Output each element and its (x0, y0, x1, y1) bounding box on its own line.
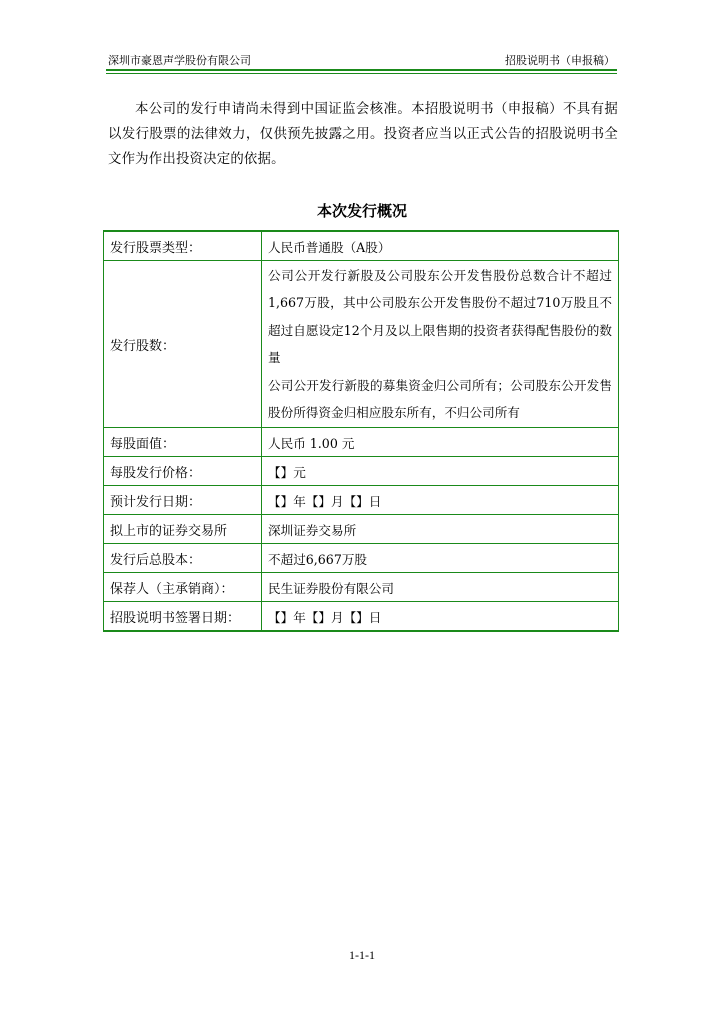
row-label: 招股说明书签署日期： (104, 602, 262, 632)
row-label: 发行股数： (104, 261, 262, 428)
table-row (104, 486, 619, 515)
row-label: 预计发行日期： (104, 486, 262, 515)
table-row (104, 544, 619, 573)
page-header (106, 49, 617, 71)
table-row (104, 261, 619, 428)
row-value: 不超过6,667万股 (262, 544, 619, 573)
table-row (104, 428, 619, 457)
row-value: 【】年【】月【】日 (262, 602, 619, 632)
row-label: 保荐人（主承销商）： (104, 573, 262, 602)
proceeds-allocation-detail: 公司公开发行新股的募集资金归公司所有；公司股东公开发售股份所得资金归相应股东所有，不归公司所有 (268, 377, 612, 421)
header-document-type: 招股说明书（申报稿） (505, 54, 615, 67)
table-row (104, 573, 619, 602)
regulatory-notice: 本公司的发行申请尚未得到中国证监会核准。本招股说明书（申报稿）不具有据以发行股票的法律效力，仅供预先披露之用。投资者应当以正式公告的招股说明书全文作为作出投资决定的依据。 (108, 102, 618, 167)
offering-summary-table (103, 230, 619, 632)
row-value: 【】年【】月【】日 (262, 486, 619, 515)
row-value: 【】元 (262, 457, 619, 486)
table-row (104, 231, 619, 261)
shares-offered-detail: 公司公开发行新股及公司股东公开发售股份总数合计不超过1,667万股，其中公司股东公开发售股份不超过710万股且不超过自愿设定12个月及以上限售期的投资者获得配售股份的数量 (268, 268, 612, 366)
row-label: 发行股票类型： (104, 231, 262, 261)
table-row (104, 457, 619, 486)
table-row (104, 602, 619, 632)
row-label: 发行后总股本： (104, 544, 262, 573)
row-label: 每股发行价格： (104, 457, 262, 486)
header-company-name: 深圳市豪恩声学股份有限公司 (108, 54, 251, 67)
row-value: 人民币普通股（A股） (262, 231, 619, 261)
row-label: 每股面值： (104, 428, 262, 457)
table-row (104, 515, 619, 544)
page-number: 1-1-1 (349, 948, 375, 962)
row-value: 深圳证券交易所 (262, 515, 619, 544)
section-title: 本次发行概况 (316, 202, 407, 220)
row-value: 民生证券股份有限公司 (262, 573, 619, 602)
header-rule (106, 73, 617, 74)
row-label: 拟上市的证券交易所 (104, 515, 262, 544)
row-value: 人民币 1.00 元 (262, 428, 619, 457)
row-value (262, 261, 619, 428)
